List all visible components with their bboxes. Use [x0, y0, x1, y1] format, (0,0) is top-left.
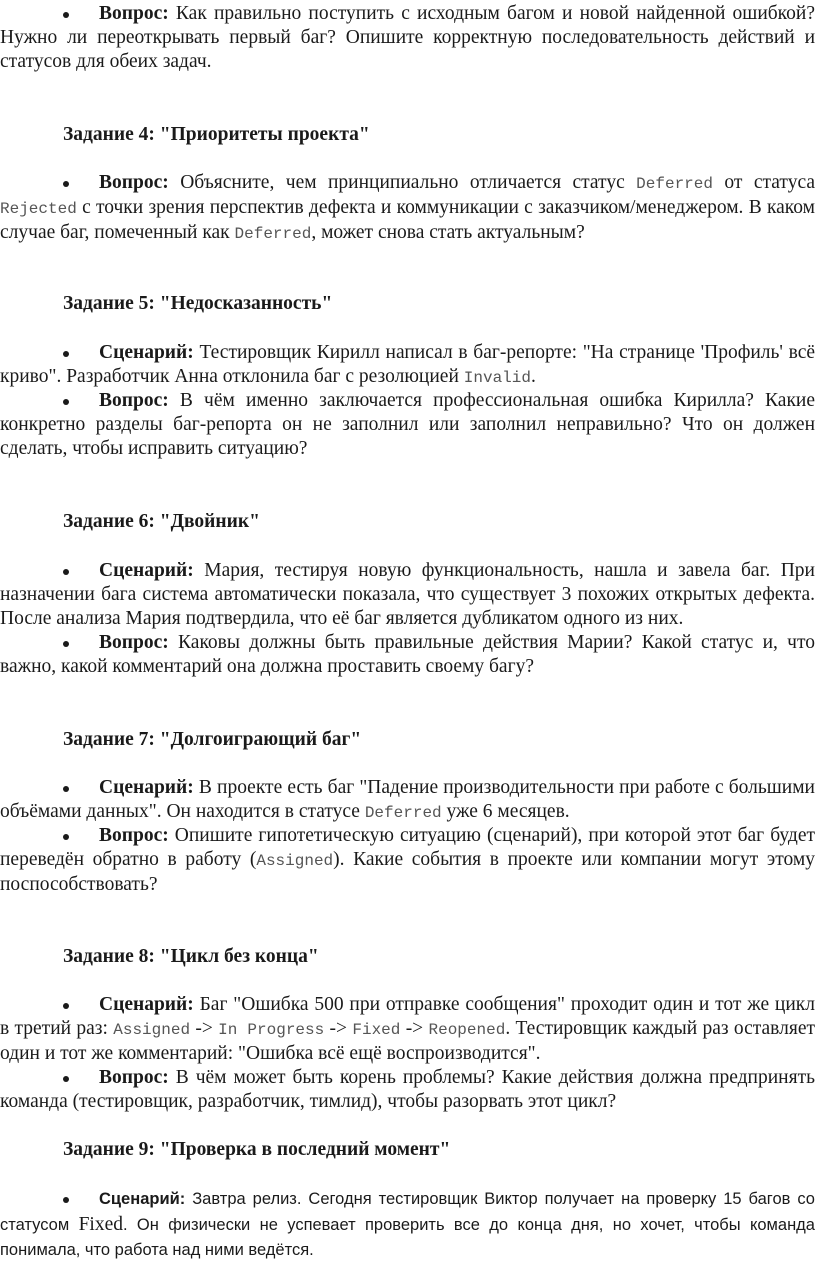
status-code: Reopened: [428, 1021, 506, 1039]
t5-question: Вопрос: В чём именно заключается профессиональная ошибка Кирилла? Какие конкретно разделы баг-репорта он не заполнил или заполнил неправильно? Что он должен сделать, чтобы исправить ситуацию?: [0, 390, 816, 459]
question-label: Вопрос:: [99, 825, 169, 846]
t5-scenario: Сценарий: Тестировщик Кирилл написал в баг-репорте: "На странице 'Профиль' всё криво". Разработчик Анна отклонила баг с резолюцией Invalid.: [0, 341, 815, 390]
question-label: Вопрос:: [99, 172, 169, 193]
t6-scenario: Сценарий: Мария, тестируя новую функциональность, нашла и завела баг. При назначении бага система автоматически показала, что существует 3 похожих открытых дефекта. После анализа Мария подтвердила, что её баг является дубликатом одного из них.: [0, 560, 815, 629]
question-label: Вопрос:: [99, 390, 169, 411]
t9-scenario: Сценарий: Завтра релиз. Сегодня тестировщик Виктор получает на проверку 15 багов со статусом Fixed. Он физически не успевает проверить все до конца дня, но хочет, чтобы команда понимала, что работа над ними ведётся.: [0, 1187, 815, 1263]
scenario-label: Сценарий:: [99, 994, 194, 1015]
scenario-label: Сценарий:: [99, 1190, 186, 1208]
status-code: Deferred: [636, 175, 713, 193]
t7-question: Вопрос: Опишите гипотетическую ситуацию (сценарий), при которой этот баг будет переведён обратно в работу (Assigned). Какие события в проекте или компании могут этому поспособствовать?: [0, 825, 816, 895]
question-label: Вопрос:: [99, 3, 169, 24]
status-code: Deferred: [234, 225, 312, 243]
status-code: Rejected: [0, 200, 77, 218]
arrow: ->: [195, 1018, 213, 1039]
t8-question: Вопрос: В чём может быть корень проблемы? Какие действия должна предпринять команда (тестировщик, разработчик, тимлид), чтобы разорвать этот цикл?: [0, 1067, 815, 1112]
resolution-code: Invalid: [463, 369, 531, 387]
t3-question: Вопрос: Как правильно поступить с исходным багом и новой найденной ошибкой? Нужно ли переоткрывать первый баг? Опишите корректную последовательность действий и статусов для обеих задач.: [0, 3, 816, 72]
question-label: Вопрос:: [99, 632, 169, 653]
t4-question: Вопрос: Объясните, чем принципиально отличается статус Deferred от статуса Rejected с точки зрения перспектив дефекта и коммуникации с заказчиком/менеджером. В каком случае баг, помеченный как Deferred, может снова стать актуальным?: [0, 171, 815, 246]
t8-scenario: Сценарий: Баг "Ошибка 500 при отправке сообщения" проходит один и тот же цикл в третий раз: Assigned -> In Progress -> Fixed -> Reopened. Тестировщик каждый раз оставляет один и тот же комментарий: "Ошибка всё ещё воспроизводится".: [0, 994, 816, 1064]
arrow: ->: [405, 1018, 424, 1039]
status-code: In Progress: [218, 1021, 325, 1039]
status-code: Assigned: [256, 852, 334, 870]
t6-question: Вопрос: Каковы должны быть правильные действия Марии? Какой статус и, что важно, какой комментарий она должна проставить своему багу?: [0, 632, 815, 677]
task-7-title: Задание 7: "Долгоиграющий баг": [63, 729, 362, 750]
status-code: Deferred: [364, 804, 442, 822]
t7-scenario: Сценарий: В проекте есть баг "Падение производительности при работе с большими объёмами данных". Он находится в статусе Deferred уже 6 месяцев.: [0, 776, 815, 825]
status-fixed: Fixed: [78, 1214, 123, 1235]
scenario-label: Сценарий:: [99, 342, 194, 363]
arrow: ->: [329, 1018, 348, 1039]
task-9-title: Задание 9: "Проверка в последний момент": [63, 1139, 451, 1160]
status-code: Fixed: [352, 1021, 401, 1039]
task-8-title: Задание 8: "Цикл без конца": [63, 946, 319, 967]
status-code: Assigned: [113, 1021, 191, 1039]
task-4-title: Задание 4: "Приоритеты проекта": [63, 124, 370, 145]
question-label: Вопрос:: [99, 1067, 169, 1088]
task-6-title: Задание 6: "Двойник": [63, 511, 260, 532]
task-5-title: Задание 5: "Недосказанность": [63, 293, 333, 314]
scenario-label: Сценарий:: [99, 560, 194, 581]
scenario-label: Сценарий:: [99, 777, 194, 798]
